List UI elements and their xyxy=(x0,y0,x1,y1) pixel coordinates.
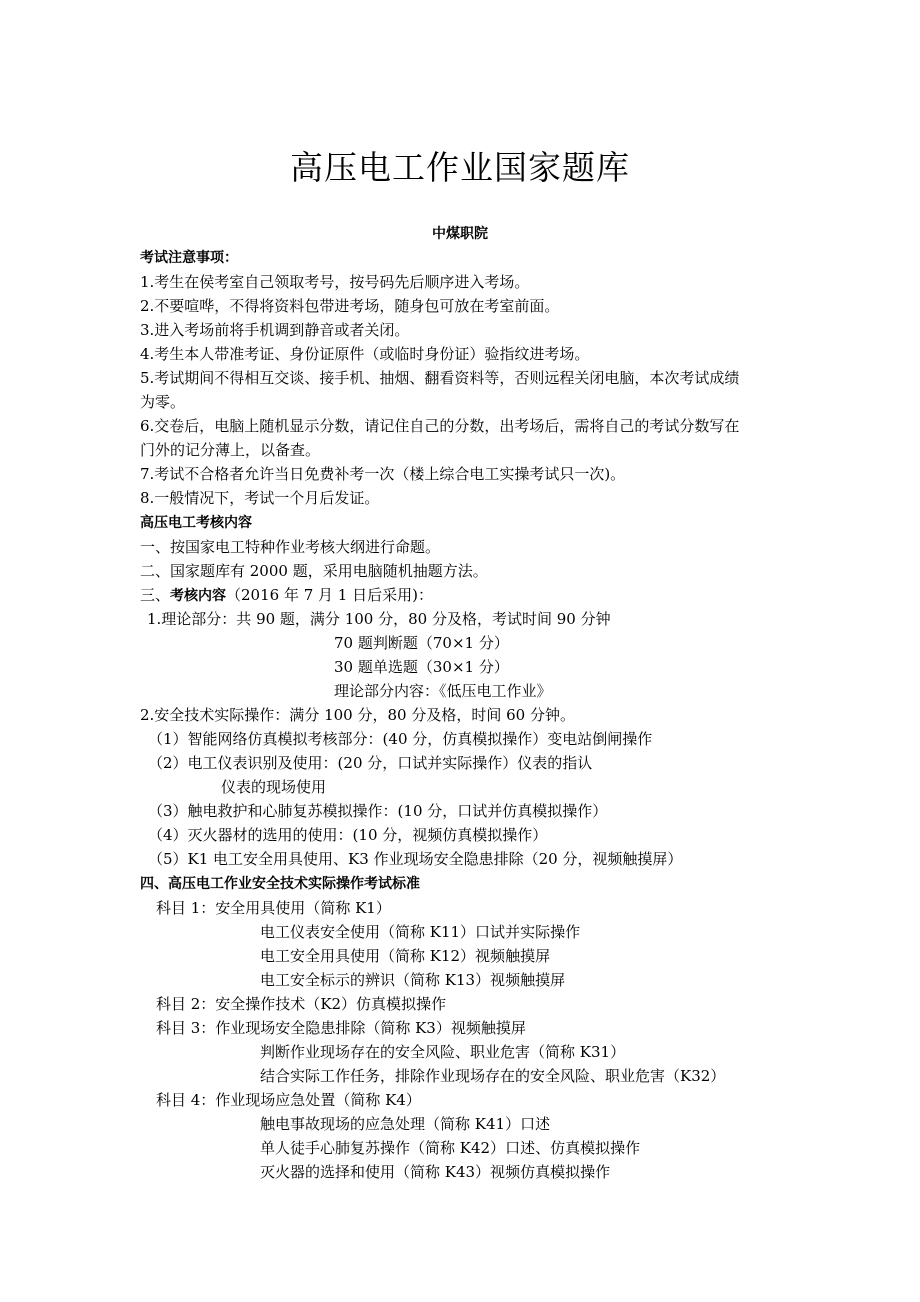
subject-sub-item: 触电事故现场的应急处理（简称 K41）口述 xyxy=(260,1115,551,1133)
subject-sub-item: 电工安全标示的辨识（简称 K13）视频触摸屏 xyxy=(260,971,566,989)
assessment-heading: 高压电工考核内容 xyxy=(140,515,252,531)
notice-item: 3.进入考场前将手机调到静音或者关闭。 xyxy=(140,321,410,339)
subject-sub-item: 电工仪表安全使用（简称 K11）口试并实际操作 xyxy=(260,923,581,941)
subject-sub-item: 单人徒手心肺复苏操作（简称 K42）口述、仿真模拟操作 xyxy=(260,1139,641,1157)
practical-item: （5）K1 电工安全用具使用、K3 作业现场安全隐患排除（20 分，视频触摸屏） xyxy=(148,850,683,868)
notice-item: 4.考生本人带准考证、身份证原件（或临时身份证）验指纹进考场。 xyxy=(140,345,590,363)
theory-line: 1.理论部分：共 90 题，满分 100 分，80 分及格，考试时间 90 分钟 xyxy=(147,610,611,628)
subject-line: 科目 4：作业现场应急处置（简称 K4） xyxy=(156,1091,421,1109)
notice-item: 6.交卷后，电脑上随机显示分数，请记住自己的分数，出考场后，需将自己的考试分数写在 xyxy=(140,417,740,435)
notice-item: 5.考试期间不得相互交谈、接手机、抽烟、翻看资料等，否则远程关闭电脑，本次考试成绩 xyxy=(140,369,740,387)
page-title: 高压电工作业国家题库 xyxy=(290,148,630,187)
notice-heading: 考试注意事项： xyxy=(140,250,238,266)
subject-sub-item: 电工安全用具使用（简称 K12）视频触摸屏 xyxy=(260,947,551,965)
assessment-line-suffix: （2016 年 7 月 1 日后采用)： xyxy=(226,586,433,604)
practical-item: （3）触电救护和心肺复苏模拟操作：(10 分，口试并仿真模拟操作） xyxy=(148,802,608,820)
assessment-line: 二、国家题库有 2000 题，采用电脑随机抽题方法。 xyxy=(140,562,488,580)
standard-heading: 四、高压电工作业安全技术实际操作考试标准 xyxy=(140,876,420,892)
subject-line: 科目 1：安全用具使用（简称 K1） xyxy=(156,899,391,917)
theory-sub-item: 30 题单选题（30×1 分） xyxy=(334,658,509,676)
notice-item: 为零。 xyxy=(140,393,186,411)
page-subtitle: 中煤职院 xyxy=(432,226,488,242)
assessment-line-bold: 考核内容 xyxy=(170,588,227,604)
subject-line: 科目 3：作业现场安全隐患排除（简称 K3）视频触摸屏 xyxy=(156,1019,526,1037)
assessment-line xyxy=(140,585,433,606)
subject-sub-item: 判断作业现场存在的安全风险、职业危害（简称 K31） xyxy=(260,1043,626,1061)
notice-item: 7.考试不合格者允许当日免费补考一次（楼上综合电工实操考试只一次)。 xyxy=(140,465,626,483)
notice-item: 2.不要喧哗，不得将资料包带进考场，随身包可放在考室前面。 xyxy=(140,297,560,315)
practical-item: （2）电工仪表识别及使用：(20 分，口试并实际操作）仪表的指认 xyxy=(148,754,593,772)
practical-item: （1）智能网络仿真模拟考核部分：(40 分，仿真模拟操作）变电站倒闸操作 xyxy=(148,730,653,748)
notice-item: 门外的记分薄上，以备查。 xyxy=(140,441,321,459)
assessment-line-prefix: 三、 xyxy=(140,586,171,604)
subject-sub-item: 结合实际工作任务，排除作业现场存在的安全风险、职业危害（K32） xyxy=(260,1067,726,1085)
practical-item: （4）灭火器材的选用的使用：(10 分，视频仿真模拟操作） xyxy=(148,826,548,844)
notice-item: 8.一般情况下，考试一个月后发证。 xyxy=(140,489,380,507)
notice-item: 1.考生在侯考室自己领取考号，按号码先后顺序进入考场。 xyxy=(140,273,530,291)
theory-sub-item: 70 题判断题（70×1 分） xyxy=(334,634,509,652)
practical-line: 2.安全技术实际操作：满分 100 分，80 分及格，时间 60 分钟。 xyxy=(140,706,575,724)
theory-sub-item: 理论部分内容：《低压电工作业》 xyxy=(334,682,552,700)
subject-sub-item: 灭火器的选择和使用（简称 K43）视频仿真模拟操作 xyxy=(260,1163,611,1181)
practical-item: 仪表的现场使用 xyxy=(221,778,327,796)
subject-line: 科目 2：安全操作技术（K2）仿真模拟操作 xyxy=(156,995,447,1013)
assessment-line: 一、按国家电工特种作业考核大纲进行命题。 xyxy=(140,538,441,556)
